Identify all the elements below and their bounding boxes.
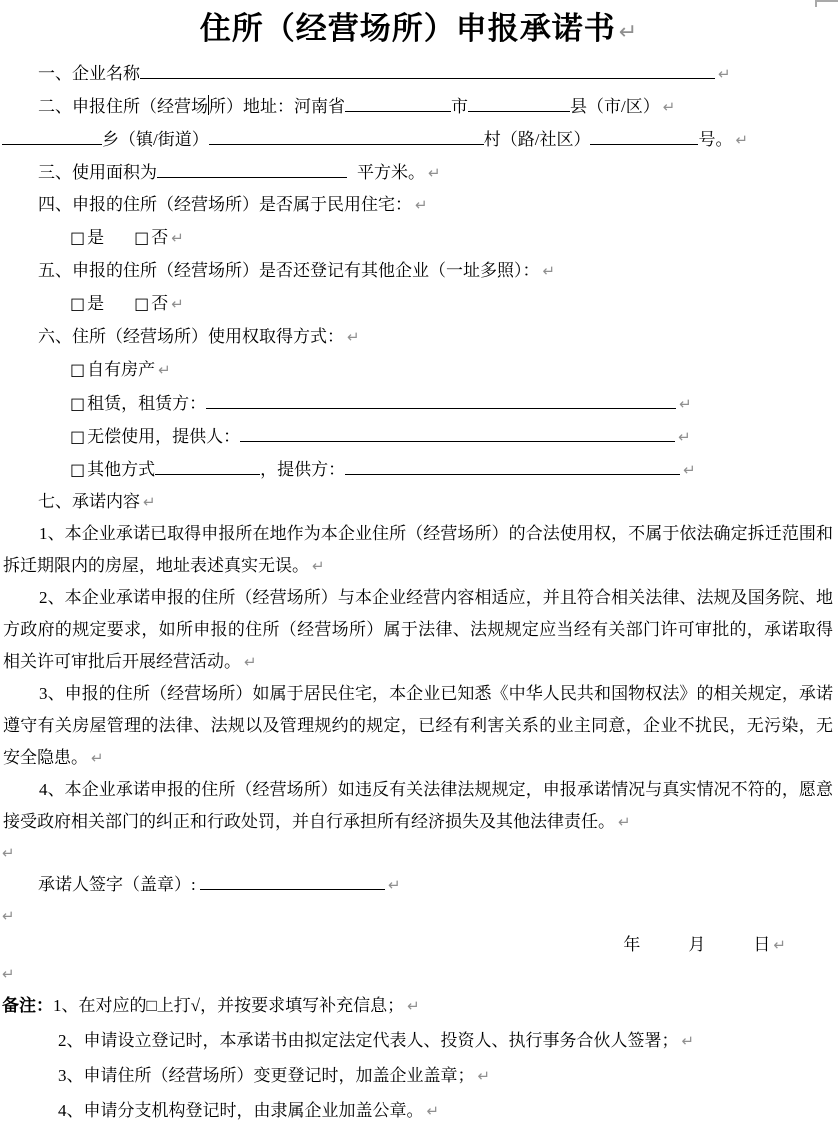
town-suffix-label: 乡（镇/街道）: [102, 130, 209, 149]
option-other-label-1: 其他方式: [87, 460, 156, 479]
paragraph-mark-icon: ↵: [415, 196, 428, 214]
commitment-paragraph-3-text: 3、申报的住所（经营场所）如属于居民住宅，本企业已知悉《中华人民共和国物权法》的相关规定，承诺遵守有关房屋管理的法律、法规以及管理规约的规定，已经有利害关系的业主同意，企业不扰民，无污染，无安全隐患。: [3, 684, 833, 767]
provider-blank[interactable]: [240, 419, 675, 442]
address-label-part2: 所）地址：河南省: [209, 97, 345, 116]
line-residential-question: [0, 188, 838, 221]
signature-blank[interactable]: [200, 867, 385, 890]
commitment-paragraph-2-text: 2、本企业承诺申报的住所（经营场所）与本企业经营内容相适应，并且符合相关法律、法规及国务院、地方政府的规定要求，如所申报的住所（经营场所）属于法律、法规规定应当经有关部门许可审批的，承诺取得相关许可审批后开展经营活动。: [3, 588, 833, 671]
paragraph-mark-icon: ↵: [171, 229, 184, 247]
page-corner-mark: [815, 0, 838, 7]
city-blank[interactable]: [345, 89, 451, 112]
note-line-3: [0, 1058, 838, 1093]
checkbox-free-use-icon[interactable]: □: [70, 427, 86, 446]
commitment-paragraph-1: [0, 518, 838, 582]
commitment-title-label: 七、承诺内容: [38, 492, 140, 511]
paragraph-mark-icon: ↵: [477, 1067, 491, 1085]
checkbox-no-icon[interactable]: □: [134, 294, 150, 313]
commitment-paragraph-3: [0, 678, 838, 774]
note-line-4: [0, 1093, 838, 1128]
line-address-2: [0, 122, 838, 155]
area-unit-label: 平方米。: [357, 163, 425, 182]
county-suffix-label: 县（市/区）: [570, 97, 660, 116]
line-usage-right-title: [0, 320, 838, 353]
line-option-rent: [0, 386, 838, 419]
option-yes-label: 是: [87, 228, 105, 247]
note-1-text: 1、在对应的□上打√，并按要求填写补充信息；: [53, 996, 405, 1015]
paragraph-mark-icon: ↵: [171, 295, 184, 313]
paragraph-mark-icon: ↵: [312, 557, 325, 575]
page-title: 住所（经营场所）申报承诺书: [199, 11, 616, 46]
address-label-part1: 二、申报住所（经营场: [38, 97, 208, 116]
empty-line: [0, 901, 838, 930]
checkbox-other-icon[interactable]: □: [70, 460, 86, 479]
empty-line: [0, 959, 838, 988]
other-provider-blank[interactable]: [345, 452, 680, 475]
lessor-blank[interactable]: [206, 386, 676, 409]
date-year-label: 年: [623, 935, 641, 954]
checkbox-no-icon[interactable]: □: [134, 228, 150, 247]
other-method-blank[interactable]: [155, 452, 260, 475]
residential-question-label: 四、申报的住所（经营场所）是否属于民用住宅：: [38, 195, 412, 214]
paragraph-mark-icon: ↵: [662, 98, 676, 116]
paragraph-mark-icon: ↵: [2, 965, 15, 983]
number-suffix-label: 号。: [698, 130, 733, 149]
paragraph-mark-icon: ↵: [679, 395, 692, 413]
paragraph-mark-icon: ↵: [426, 1102, 440, 1120]
paragraph-mark-icon: ↵: [2, 844, 15, 862]
usage-right-title-label: 六、住所（经营场所）使用权取得方式：: [38, 327, 344, 346]
area-label: 三、使用面积为: [38, 163, 157, 182]
street-number-blank[interactable]: [590, 122, 698, 145]
paragraph-mark-icon: ↵: [683, 461, 696, 479]
option-rent-label: 租赁，租赁方：: [87, 394, 207, 413]
note-line-1: [0, 988, 838, 1023]
line-commitment-title: [0, 485, 838, 518]
village-suffix-label: 村（路/社区）: [483, 130, 591, 149]
area-blank[interactable]: [157, 155, 347, 178]
paragraph-mark-icon: ↵: [618, 20, 639, 45]
paragraph-mark-icon: ↵: [143, 493, 156, 511]
paragraph-mark-icon: ↵: [773, 936, 786, 954]
note-2-text: 2、申请设立登记时，本承诺书由拟定法定代表人、投资人、执行事务合伙人签署；: [58, 1031, 679, 1050]
city-suffix-label: 市: [451, 97, 468, 116]
notes-label: 备注：: [2, 996, 53, 1015]
paragraph-mark-icon: ↵: [347, 328, 360, 346]
commitment-paragraph-4: [0, 774, 838, 838]
checkbox-rent-icon[interactable]: □: [70, 394, 86, 413]
town-blank[interactable]: [2, 122, 102, 145]
paragraph-mark-icon: ↵: [618, 813, 631, 831]
option-free-use-label: 无偿使用，提供人：: [87, 427, 241, 446]
note-3-text: 3、申请住所（经营场所）变更登记时，加盖企业盖章；: [58, 1066, 475, 1085]
line-area: [0, 155, 838, 188]
line-date: [0, 930, 838, 959]
document-title-line: [0, 0, 838, 56]
commitment-paragraph-2: [0, 582, 838, 678]
line-option-own-property: [0, 353, 838, 386]
paragraph-mark-icon: ↵: [681, 1032, 695, 1050]
paragraph-mark-icon: ↵: [735, 131, 749, 149]
note-line-2: [0, 1023, 838, 1058]
company-name-label: 一、企业名称: [38, 64, 140, 83]
line-multi-license-options: [0, 287, 838, 320]
option-yes-label: 是: [87, 294, 105, 313]
paragraph-mark-icon: ↵: [387, 876, 401, 894]
signature-label: 承诺人签字（盖章）:: [38, 875, 200, 894]
paragraph-mark-icon: ↵: [542, 262, 556, 280]
line-signature: [0, 867, 838, 901]
company-name-blank[interactable]: [140, 56, 715, 79]
line-option-other: [0, 452, 838, 485]
paragraph-mark-icon: ↵: [91, 749, 104, 767]
commitment-paragraph-1-text: 1、本企业承诺已取得申报所在地作为本企业住所（经营场所）的合法使用权，不属于依法确定拆迁范围和拆迁期限内的房屋，地址表述真实无误。: [3, 524, 833, 575]
option-no-label: 否: [151, 294, 169, 313]
date-day-label: 日: [753, 935, 771, 954]
paragraph-mark-icon: ↵: [2, 907, 15, 925]
village-blank[interactable]: [209, 122, 484, 145]
paragraph-mark-icon: ↵: [718, 65, 731, 83]
line-address: [0, 89, 838, 122]
checkbox-yes-icon[interactable]: □: [70, 294, 86, 313]
paragraph-mark-icon: ↵: [407, 997, 420, 1015]
paragraph-mark-icon: ↵: [678, 428, 691, 446]
option-no-label: 否: [151, 228, 169, 247]
checkbox-yes-icon[interactable]: □: [70, 228, 86, 247]
date-month-label: 月: [688, 935, 706, 954]
notes-section: [0, 988, 838, 1128]
empty-line: [0, 838, 838, 867]
line-residential-options: [0, 221, 838, 254]
paragraph-mark-icon: ↵: [244, 653, 257, 671]
option-own-property-label: 自有房产: [87, 360, 156, 379]
line-company-name: [0, 56, 838, 89]
option-other-label-2: ，提供方：: [260, 460, 346, 479]
line-option-free-use: [0, 419, 838, 452]
note-4-text: 4、申请分支机构登记时，由隶属企业加盖公章。: [58, 1101, 424, 1120]
multi-license-question-label: 五、申报的住所（经营场所）是否还登记有其他企业（一址多照）：: [38, 261, 540, 280]
paragraph-mark-icon: ↵: [428, 164, 441, 182]
line-multi-license-question: [0, 254, 838, 287]
county-blank[interactable]: [468, 89, 570, 112]
commitment-paragraph-4-text: 4、本企业承诺申报的住所（经营场所）如违反有关法律法规规定，申报承诺情况与真实情况不符的，愿意接受政府相关部门的纠正和行政处罚，并自行承担所有经济损失及其他法律责任。: [3, 780, 833, 831]
paragraph-mark-icon: ↵: [158, 361, 171, 379]
checkbox-own-property-icon[interactable]: □: [70, 360, 86, 379]
